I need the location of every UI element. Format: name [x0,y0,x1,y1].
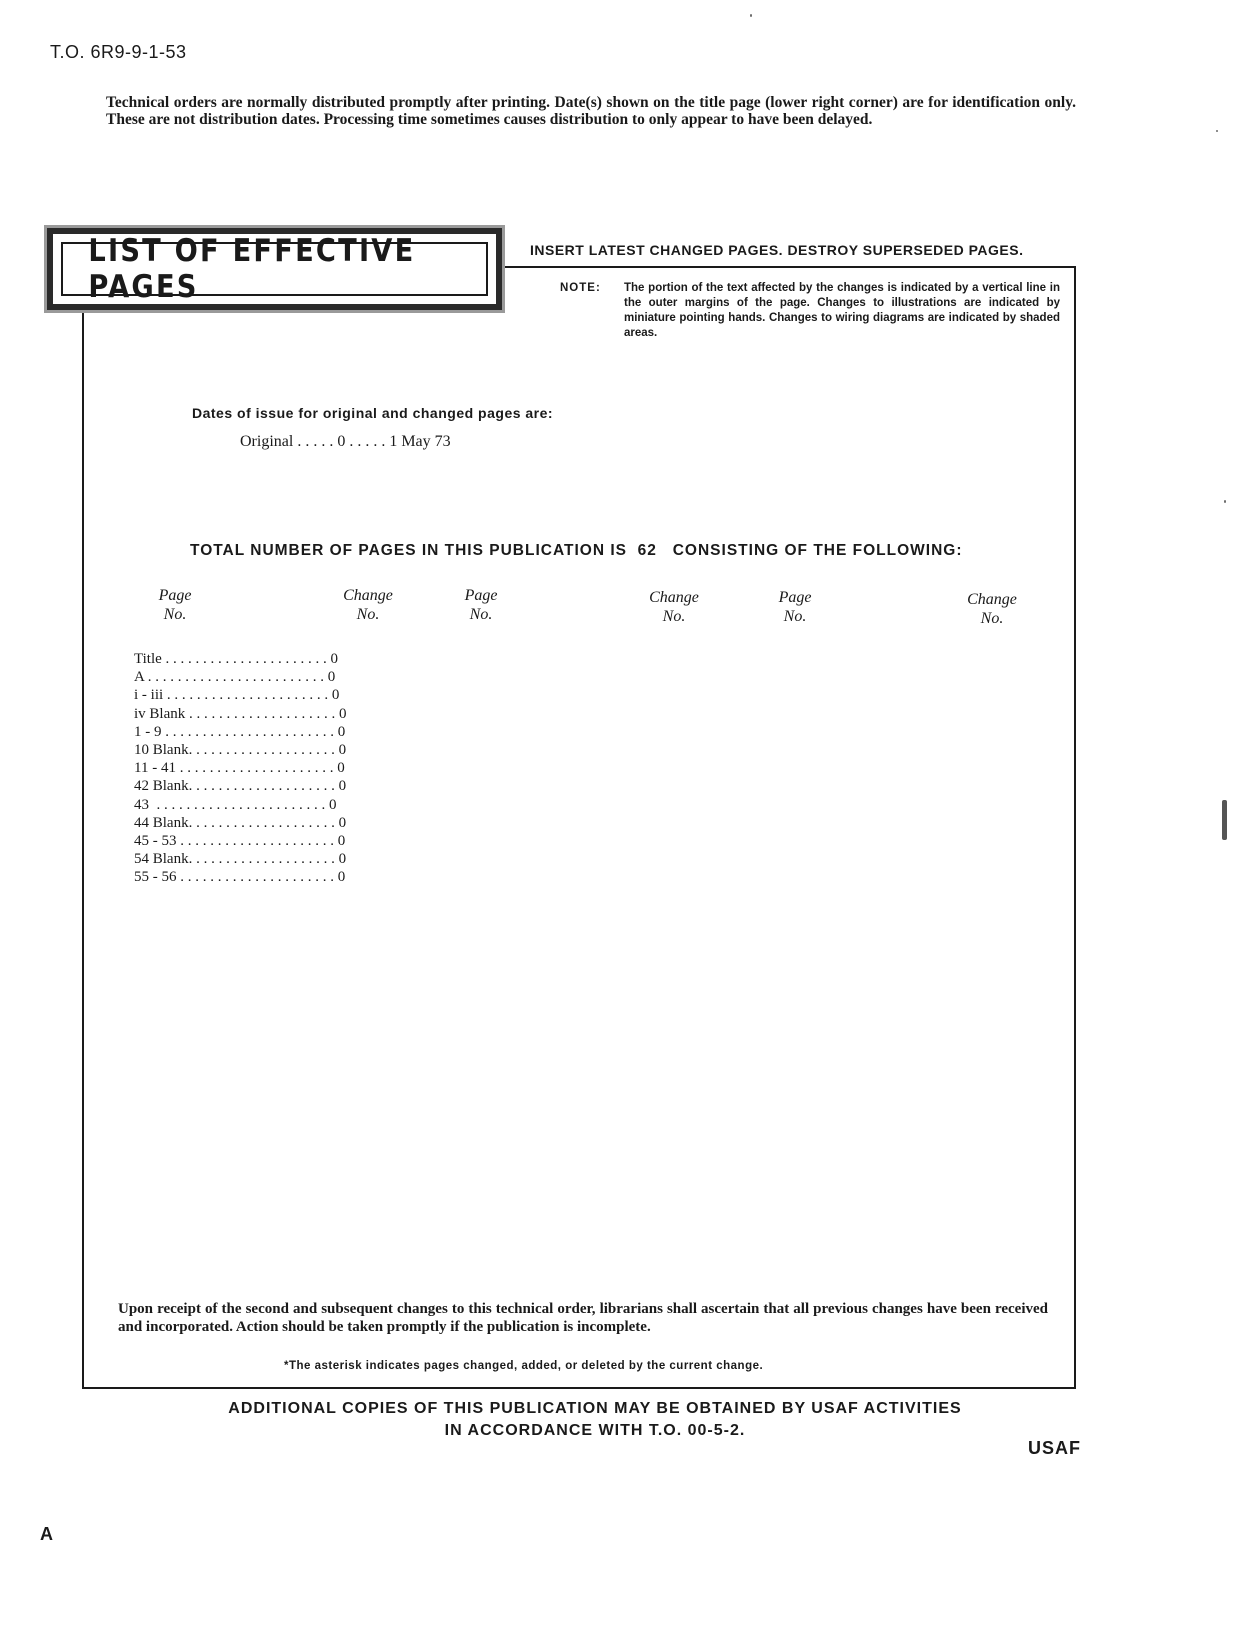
usaf-mark: USAF [1028,1438,1081,1458]
list-item [134,759,347,777]
list-item [134,705,347,723]
entry-page: 44 Blank [134,814,189,831]
entry-dots: . . . . . . . . . . . . . . . . . . . . . . . [149,796,329,813]
column-header-page-line2: No. [469,606,493,623]
column-header-page-line1: Page [464,587,498,604]
entry-dots: . . . . . . . . . . . . . . . . . . . . . . [161,651,331,667]
receipt-note: Upon receipt of the second and subsequent changes to this technical order, librarians shall ascertain that all previous changes have been received and incorporated. Action should be taken promptly if the publication is incomplete. [118,1301,1048,1335]
column-header-page-line2: No. [163,606,187,623]
entry-change: 0 [338,778,347,795]
column-header-change-line2: No. [980,610,1004,627]
entry-dots: . . . . . . . . . . . . . . . . . . . . [188,778,339,795]
entry-change: 0 [338,742,347,759]
list-item [134,668,347,686]
list-item [134,796,347,814]
entry-change: 0 [327,669,336,686]
column-header-change-2 [634,588,714,626]
entry-page: 45 - 53 [134,833,177,850]
total-pages-heading: TOTAL NUMBER OF PAGES IN THIS PUBLICATION IS 62 CONSISTING OF THE FOLLOWING: [190,542,963,559]
column-header-change-line1: Change [967,591,1017,608]
original-issue-line: Original . . . . . 0 . . . . . 1 May 73 [240,433,451,450]
column-header-change-line2: No. [662,608,686,625]
entry-page: 1 - 9 [134,723,162,740]
entry-page: A [134,669,145,686]
entry-dots: . . . . . . . . . . . . . . . . . . . . . [176,869,338,886]
page-entries-list [134,650,347,887]
entry-page: 42 Blank [134,778,189,795]
entry-change: 0 [331,687,340,704]
entry-dots: . . . . . . . . . . . . . . . . . . . . . . . . [144,669,328,686]
scan-speck [1224,500,1226,503]
list-item [134,723,347,741]
column-header-page-line2: No. [783,608,807,625]
entry-change: 0 [337,760,345,777]
entry-page: 43 [134,796,149,813]
list-item [134,650,347,668]
entry-page: iv Blank [134,705,186,722]
issue-dates-heading: Dates of issue for original and changed pages are: [192,405,554,421]
note-label: NOTE: [560,282,601,294]
entry-dots: . . . . . . . . . . . . . . . . . . . . . . . [161,723,338,740]
lep-title: LIST OF EFFECTIVE PAGES [88,233,416,305]
list-item [134,814,347,832]
scan-speck [1216,130,1218,132]
column-header-change-line1: Change [343,587,393,604]
entry-page: 11 - 41 [134,760,176,777]
insert-instruction: INSERT LATEST CHANGED PAGES. DESTROY SUPERSEDED PAGES. [530,242,1024,258]
entry-change: 0 [329,796,337,813]
entry-page: 10 Blank [134,742,189,759]
entry-change: 0 [339,705,347,722]
entry-dots: . . . . . . . . . . . . . . . . . . . . . [176,833,338,850]
scan-mark [1222,800,1227,840]
entry-dots: . . . . . . . . . . . . . . . . . . . . [188,742,339,759]
page-letter: A [40,1524,53,1544]
list-item [134,741,347,759]
list-item [134,832,347,850]
entry-dots: . . . . . . . . . . . . . . . . . . . . . [175,760,338,777]
entry-page: 55 - 56 [134,869,177,886]
list-item [134,868,347,886]
lep-title-inner [61,233,488,305]
column-header-change-3 [952,590,1032,628]
distribution-notice: Technical orders are normally distributed promptly after printing. Date(s) shown on the title page (lower right corner) are for identification only. These are not distribution dates. Processing time sometimes causes distribution to only appear to have been delayed. [106,94,1076,128]
column-header-change-1 [328,586,408,624]
list-item [134,686,347,704]
entry-page: Title [134,651,162,667]
to-number: T.O. 6R9-9-1-53 [50,42,187,62]
list-item [134,777,347,795]
column-header-change-line2: No. [356,606,380,623]
note-text: The portion of the text affected by the changes is indicated by a vertical line in the outer margins of the page. Changes to illustrations are indicated by miniature pointing hands. Changes to wiring diagrams are indicated by shaded areas. [624,282,1060,339]
list-item [134,850,347,868]
entry-dots: . . . . . . . . . . . . . . . . . . . . [188,814,339,831]
additional-copies-line-1: ADDITIONAL COPIES OF THIS PUBLICATION MAY BE OBTAINED BY USAF ACTIVITIES [228,1400,962,1417]
asterisk-note: *The asterisk indicates pages changed, added, or deleted by the current change. [284,1360,764,1372]
lep-title-box [47,228,502,310]
column-header-page-line1: Page [158,587,192,604]
column-header-page-line1: Page [778,589,812,606]
column-header-page-1 [140,586,210,624]
column-header-page-3 [760,588,830,626]
entry-page: i - iii [134,687,164,704]
entry-dots: . . . . . . . . . . . . . . . . . . . . [188,851,339,868]
scan-speck [750,14,752,17]
entry-change: 0 [337,723,346,740]
entry-change: 0 [338,851,347,868]
entry-dots: . . . . . . . . . . . . . . . . . . . . [185,705,339,722]
column-header-change-line1: Change [649,589,699,606]
entry-page: 54 Blank [134,851,189,868]
column-header-page-2 [446,586,516,624]
additional-copies-notice [180,1398,1010,1442]
entry-change: 0 [337,869,346,886]
entry-change: 0 [338,814,347,831]
entry-dots: . . . . . . . . . . . . . . . . . . . . . . [163,687,332,704]
entry-change: 0 [337,833,346,850]
additional-copies-line-2: IN ACCORDANCE WITH T.O. 00-5-2. [444,1422,746,1439]
entry-change: 0 [330,651,339,667]
